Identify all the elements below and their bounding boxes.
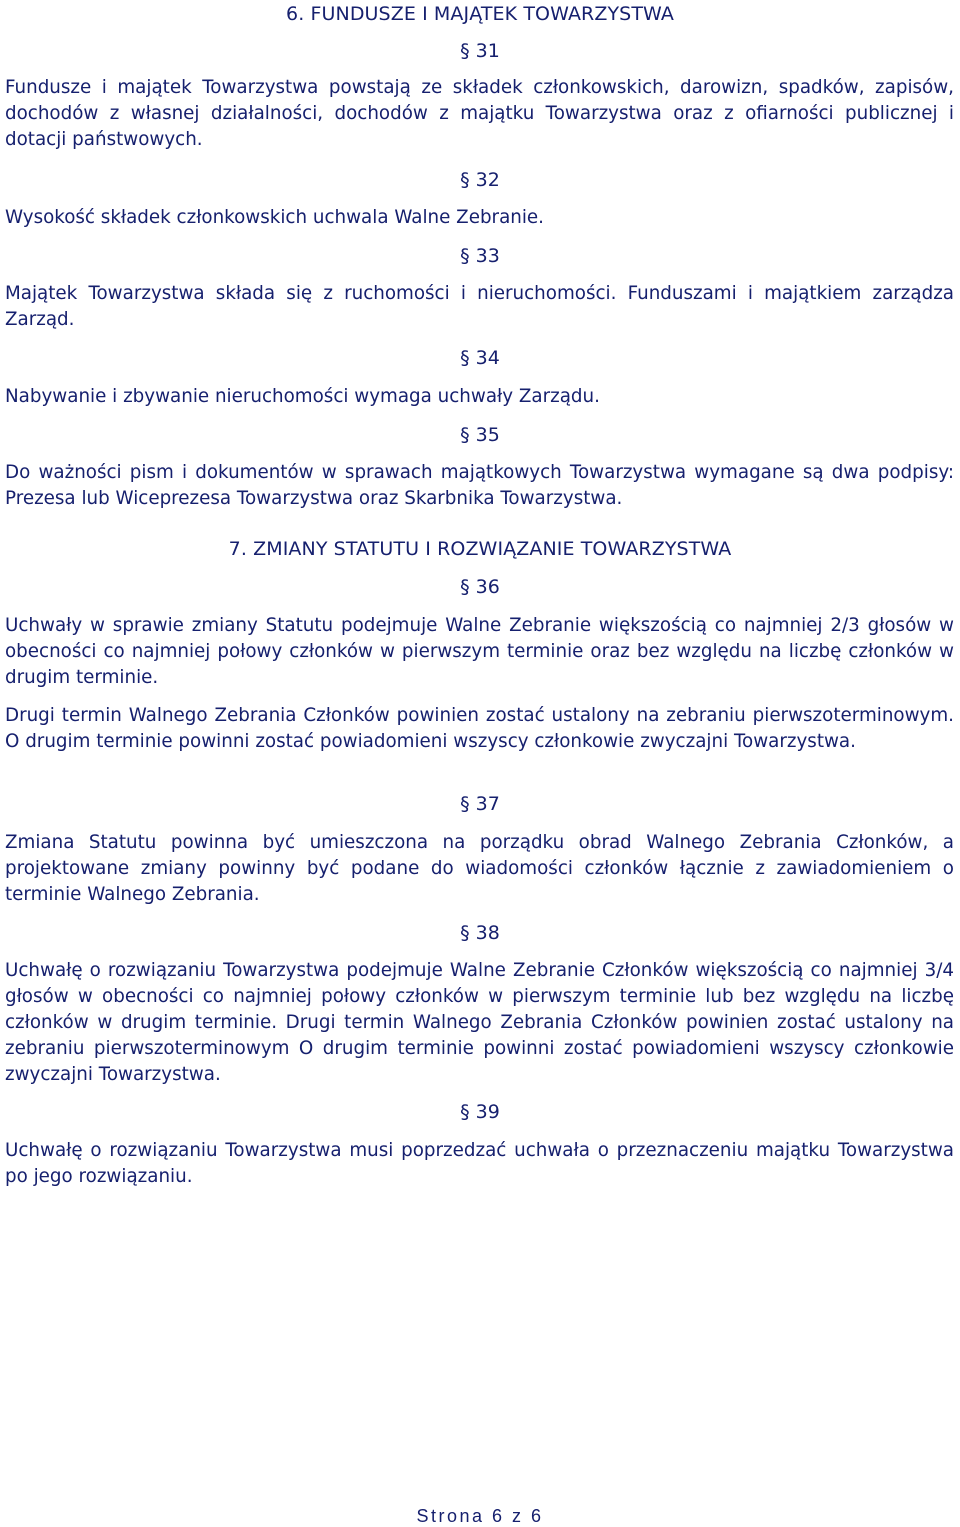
section-31-heading: § 31	[460, 40, 500, 62]
section-33-heading: § 33	[460, 245, 500, 267]
paragraph-37: Zmiana Statutu powinna być umieszczona na porządku obrad Walnego Zebrania Członków, a projektowane zmiany powinny być podane do wiadomości członków łącznie z zawiadomieniem o terminie Walnego Zebrania.	[5, 832, 954, 905]
paragraph-36a: Uchwały w sprawie zmiany Statutu podejmuje Walne Zebranie większością co najmniej 2/3 głosów w obecności co najmniej połowy członków w pierwszym terminie oraz bez względu na liczbę członków w drugim terminie.	[5, 615, 954, 688]
paragraph-36b: Drugi termin Walnego Zebrania Członków powinien zostać ustalony na zebraniu pierwszoterminowym. O drugim terminie powinni zostać powiadomieni wszyscy członkowie zwyczajni Towarzystwa.	[5, 705, 954, 752]
chapter-6-heading: 6. FUNDUSZE I MAJĄTEK TOWARZYSTWA	[286, 3, 674, 25]
paragraph-31: Fundusze i majątek Towarzystwa powstają ze składek członkowskich, darowizn, spadków, zapisów, dochodów z własnej działalności, dochodów z majątku Towarzystwa oraz z ofiarności publicznej i dotacji państwowych.	[5, 77, 954, 150]
paragraph-34: Nabywanie i zbywanie nieruchomości wymaga uchwały Zarządu.	[5, 386, 600, 407]
page-number-footer: Strona 6 z 6	[416, 1506, 544, 1526]
section-39-heading: § 39	[460, 1101, 500, 1123]
section-37-heading: § 37	[460, 793, 500, 815]
paragraph-33: Majątek Towarzystwa składa się z ruchomości i nieruchomości. Funduszami i majątkiem zarządza Zarząd.	[5, 283, 954, 330]
section-38-heading: § 38	[460, 922, 500, 944]
paragraph-39: Uchwałę o rozwiązaniu Towarzystwa musi poprzedzać uchwała o przeznaczeniu majątku Towarzystwa po jego rozwiązaniu.	[5, 1140, 954, 1187]
paragraph-32: Wysokość składek członkowskich uchwala Walne Zebranie.	[5, 207, 544, 228]
paragraph-38: Uchwałę o rozwiązaniu Towarzystwa podejmuje Walne Zebranie Członków większością co najmniej 3/4 głosów w obecności co najmniej połowy członków w pierwszym terminie lub bez względu na liczbę członków w drugim terminie. Drugi termin Walnego Zebrania Członków powinien zostać ustalony na zebraniu pierwszoterminowym O drugim terminie powinni zostać powiadomieni wszyscy członkowie zwyczajni Towarzystwa.	[5, 960, 954, 1085]
paragraph-35: Do ważności pism i dokumentów w sprawach majątkowych Towarzystwa wymagane są dwa podpisy: Prezesa lub Wiceprezesa Towarzystwa oraz Skarbnika Towarzystwa.	[5, 462, 954, 509]
section-32-heading: § 32	[460, 169, 500, 191]
section-36-heading: § 36	[460, 576, 500, 598]
section-35-heading: § 35	[460, 424, 500, 446]
chapter-7-heading: 7. ZMIANY STATUTU I ROZWIĄZANIE TOWARZYSTWA	[228, 538, 732, 560]
section-34-heading: § 34	[460, 347, 500, 369]
